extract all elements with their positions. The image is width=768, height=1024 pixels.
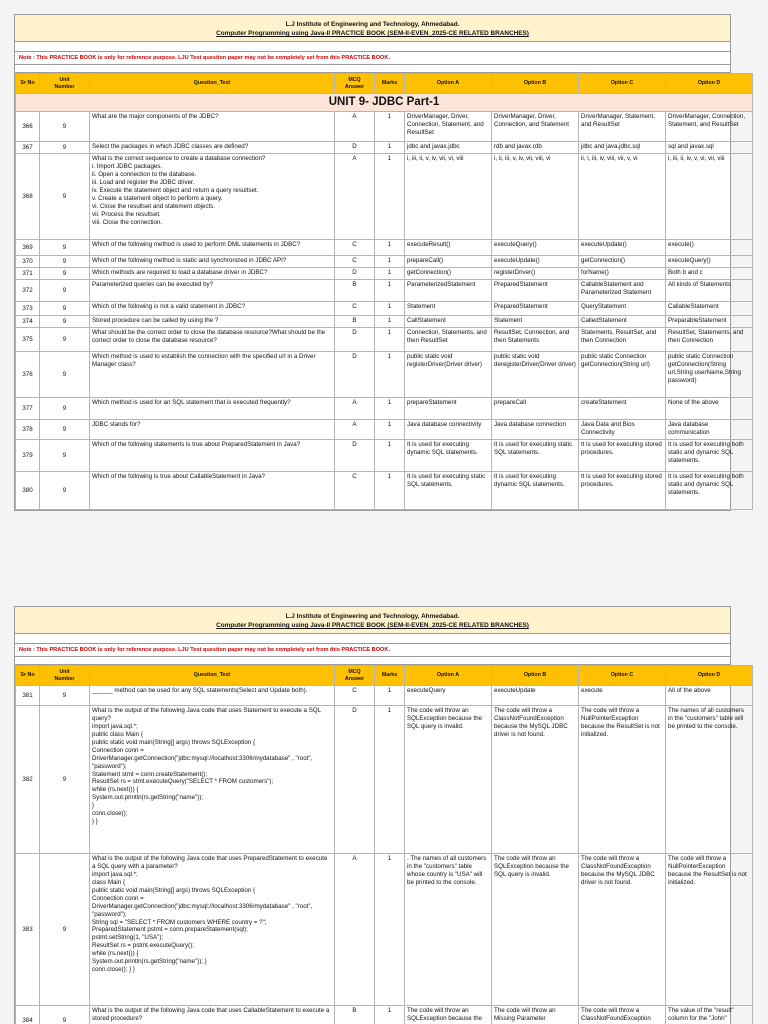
option-d-cell: Java database communication xyxy=(666,420,753,440)
question-text-cell: What are the major components of the JDBC? xyxy=(90,112,335,142)
sr-no-cell: 377 xyxy=(16,398,40,420)
unit-number-cell: 9 xyxy=(40,256,90,268)
question-row xyxy=(16,316,753,328)
question-table xyxy=(15,73,753,510)
option-d-cell: The names of all customers in the "customers" table will be printed to the console. xyxy=(666,706,753,854)
mcq-answer-cell: C xyxy=(335,302,375,316)
question-text-cell: Which of the following is not a valid statement in JDBC? xyxy=(90,302,335,316)
col-option-d: Option D xyxy=(666,74,753,94)
unit-number-cell: 9 xyxy=(40,316,90,328)
question-text-cell: Which of the following method is used to perform DML statements in JDBC? xyxy=(90,240,335,256)
mcq-answer-cell: A xyxy=(335,854,375,1006)
option-d-cell: The value of the "result" column for the "John" xyxy=(666,1006,753,1024)
sr-no-cell: 371 xyxy=(16,268,40,280)
option-a-cell: prepareStatement xyxy=(405,398,492,420)
marks-cell: 1 xyxy=(375,268,405,280)
option-c-cell: It is used for executing stored procedures. xyxy=(579,472,666,510)
sr-no-cell: 383 xyxy=(16,854,40,1006)
mcq-answer-cell: B xyxy=(335,1006,375,1024)
sr-no-cell: 373 xyxy=(16,302,40,316)
unit-number-cell: 9 xyxy=(40,302,90,316)
sr-no-cell: 381 xyxy=(16,686,40,706)
unit-number-cell: 9 xyxy=(40,398,90,420)
option-b-cell: executeUpdate() xyxy=(492,256,579,268)
option-b-cell: PreparedStatement xyxy=(492,302,579,316)
sr-no-cell: 367 xyxy=(16,142,40,154)
spacer xyxy=(15,657,730,665)
marks-cell: 1 xyxy=(375,240,405,256)
sr-no-cell: 380 xyxy=(16,472,40,510)
unit-title: UNIT 9- JDBC Part-1 xyxy=(16,94,753,112)
option-d-cell: All of the above xyxy=(666,686,753,706)
col-marks: Marks xyxy=(375,666,405,686)
option-d-cell: Both b and c xyxy=(666,268,753,280)
option-a-cell: executeResult() xyxy=(405,240,492,256)
course-title: Computer Programming using Java-II PRACTICE BOOK (SEM-II-EVEN_2025-CE RELATED BRANCHES) xyxy=(216,30,529,37)
option-a-cell: CallStatement xyxy=(405,316,492,328)
sr-no-cell: 384 xyxy=(16,1006,40,1024)
option-b-cell: PreparedStatement xyxy=(492,280,579,302)
option-c-cell: public static Connection getConnection(String url) xyxy=(579,352,666,398)
option-a-cell: The code will throw an SQLException because the SQL query is invalid. xyxy=(405,706,492,854)
question-text-cell: JDBC stands for? xyxy=(90,420,335,440)
col-option-c: Option C xyxy=(579,666,666,686)
unit-number-cell: 9 xyxy=(40,686,90,706)
option-a-cell: prepareCall() xyxy=(405,256,492,268)
practice-book-page-1 xyxy=(14,14,746,511)
option-c-cell: execute xyxy=(579,686,666,706)
option-c-cell: The code will throw a NullPointerException because the ResultSet is not initialized. xyxy=(579,706,666,854)
col-mcq-answer: MCQ Answer xyxy=(335,74,375,94)
mcq-answer-cell: A xyxy=(335,420,375,440)
option-a-cell: Statement xyxy=(405,302,492,316)
option-a-cell: It is used for executing static SQL statements. xyxy=(405,472,492,510)
option-b-cell: executeQuery() xyxy=(492,240,579,256)
marks-cell: 1 xyxy=(375,302,405,316)
marks-cell: 1 xyxy=(375,142,405,154)
col-mcq-answer: MCQ Answer xyxy=(335,666,375,686)
col-option-a: Option A xyxy=(405,666,492,686)
marks-cell: 1 xyxy=(375,854,405,1006)
option-a-cell: . The names of all customers in the "customers" table whose country is "USA" will be printed to the console. xyxy=(405,854,492,1006)
option-d-cell: ResultSet, Statements, and then Connection xyxy=(666,328,753,352)
option-b-cell: The code will throw an Missing Parameter xyxy=(492,1006,579,1024)
option-b-cell: It is used for executing dynamic SQL statements. xyxy=(492,472,579,510)
question-row xyxy=(16,154,753,240)
col-sr-no: Sr No xyxy=(16,666,40,686)
option-a-cell: executeQuery xyxy=(405,686,492,706)
option-a-cell: Java database connectivity xyxy=(405,420,492,440)
mcq-answer-cell: D xyxy=(335,268,375,280)
institute-title: L.J Institute of Engineering and Technology, Ahmedabad. xyxy=(285,613,460,620)
question-text-cell: What is the output of the following Java code that uses Statement to execute a SQL query? import java.sql.*; public class Main { public static void main(String[] args) throws SQLException { Connection conn = DriverManager.getConnection("jdbc:mysql://localhost:3306/mydatabase" , "root", "password"); Statement stmt = conn.createStatement(); ResultSet rs = stmt.executeQuery("SELECT * FROM customers"); while (rs.next()) { System.out.println(rs.getString("name")); } conn.close(); } } xyxy=(90,706,335,854)
sr-no-cell: 375 xyxy=(16,328,40,352)
option-d-cell: PreparableStatement xyxy=(666,316,753,328)
mcq-answer-cell: C xyxy=(335,240,375,256)
option-a-cell: Connection, Statements, and then ResultSet xyxy=(405,328,492,352)
institute-title: L.J Institute of Engineering and Technology, Ahmedabad. xyxy=(285,21,460,28)
option-c-cell: forName() xyxy=(579,268,666,280)
option-c-cell: ii, i, iii, iv, viii, vii, v, vi xyxy=(579,154,666,240)
mcq-answer-cell: D xyxy=(335,328,375,352)
mcq-answer-cell: B xyxy=(335,280,375,302)
option-b-cell: public static void deregisterDriver(Driver driver) xyxy=(492,352,579,398)
option-b-cell: registerDriver() xyxy=(492,268,579,280)
spacer xyxy=(15,42,730,52)
option-b-cell: prepareCall xyxy=(492,398,579,420)
spacer xyxy=(15,65,730,73)
mcq-answer-cell: A xyxy=(335,154,375,240)
marks-cell: 1 xyxy=(375,420,405,440)
question-text-cell: Which of the following method is static and synchronized in JDBC API? xyxy=(90,256,335,268)
option-d-cell: i, iii, ii, iv, v, vi, vii, viii xyxy=(666,154,753,240)
question-row xyxy=(16,854,753,1006)
col-question-text: Question_Text xyxy=(90,666,335,686)
unit-number-cell: 9 xyxy=(40,472,90,510)
marks-cell: 1 xyxy=(375,328,405,352)
option-c-cell: It is used for executing stored procedures. xyxy=(579,440,666,472)
question-row xyxy=(16,706,753,854)
option-d-cell: execute() xyxy=(666,240,753,256)
mcq-answer-cell: D xyxy=(335,142,375,154)
option-b-cell: rdb and javax.rdb xyxy=(492,142,579,154)
option-d-cell: executeQuery() xyxy=(666,256,753,268)
question-text-cell: Which method is used for an SQL statement that is executed frequently? xyxy=(90,398,335,420)
option-c-cell: executeUpdate() xyxy=(579,240,666,256)
marks-cell: 1 xyxy=(375,686,405,706)
option-a-cell: i, iii, ii, v, iv, vii, vi, viii xyxy=(405,154,492,240)
question-text-cell: Parameterized queries can be executed by? xyxy=(90,280,335,302)
question-row xyxy=(16,142,753,154)
option-c-cell: createStatement xyxy=(579,398,666,420)
mcq-answer-cell: A xyxy=(335,112,375,142)
option-c-cell: Java Data and Bios Connectivity xyxy=(579,420,666,440)
page-header xyxy=(15,607,730,634)
marks-cell: 1 xyxy=(375,352,405,398)
option-c-cell: The code will throw a ClassNotFoundException xyxy=(579,1006,666,1024)
option-a-cell: DriverManager, Driver, Connection, Statement, and ResultSet xyxy=(405,112,492,142)
col-option-c: Option C xyxy=(579,74,666,94)
option-b-cell: ResultSet, Connection, and then Statements xyxy=(492,328,579,352)
sr-no-cell: 372 xyxy=(16,280,40,302)
question-text-cell: What is the output of the following Java code that uses PreparedStatement to execute a SQL query with a parameter? import java.sql.*; class Main { public static void main(String[] args) throws SQLException { Connection conn = DriverManager.getConnection("jdbc:mysql://localhost:3306/mydatabase" , "root", "password"); String sql = "SELECT * FROM customers WHERE country = ?"; PreparedStatement pstmt = conn.prepareStatement(sql); pstmt.setString(1, "USA"); ResultSet rs = pstmt.executeQuery(); while (rs.next()) { System.out.println(rs.getString("name")); } conn.close(); } } xyxy=(90,854,335,1006)
col-option-b: Option B xyxy=(492,74,579,94)
marks-cell: 1 xyxy=(375,706,405,854)
option-c-cell: CalledStatement xyxy=(579,316,666,328)
sr-no-cell: 376 xyxy=(16,352,40,398)
question-row xyxy=(16,352,753,398)
course-title: Computer Programming using Java-II PRACTICE BOOK (SEM-II-EVEN_2025-CE RELATED BRANCHES) xyxy=(216,622,529,629)
question-text-cell: ______ method can be used for any SQL statements(Select and Update both). xyxy=(90,686,335,706)
page-header xyxy=(15,15,730,42)
sr-no-cell: 374 xyxy=(16,316,40,328)
question-text-cell: What is the correct sequence to create a database connection? i. Import JDBC packages. ii. Open a connection to the database. iii. Load and register the JDBC driver. iv. Execute the statement object and return a query resultset. v. Create a statement object to perform a query. vi. Close the resultset and statement objects. vii. Process the resultset. viii. Close the connection. xyxy=(90,154,335,240)
option-d-cell: CallableStatement xyxy=(666,302,753,316)
option-b-cell: executeUpdate xyxy=(492,686,579,706)
unit-number-cell: 9 xyxy=(40,1006,90,1024)
marks-cell: 1 xyxy=(375,154,405,240)
col-sr-no: Sr No xyxy=(16,74,40,94)
option-d-cell: It is used for executing both static and dynamic SQL statements. xyxy=(666,472,753,510)
marks-cell: 1 xyxy=(375,256,405,268)
question-text-cell: Which of the following is true about CallableStatement in Java? xyxy=(90,472,335,510)
unit-number-cell: 9 xyxy=(40,328,90,352)
option-b-cell: Java database connection xyxy=(492,420,579,440)
column-header-row xyxy=(16,666,753,686)
question-text-cell: What is the output of the following Java code that uses CallableStatement to execute a stored procedure? xyxy=(90,1006,335,1024)
option-d-cell: It is used for executing both static and dynamic SQL statements. xyxy=(666,440,753,472)
col-unit-number: Unit Number xyxy=(40,666,90,686)
option-c-cell: DriverManager, Statement, and ResultSet xyxy=(579,112,666,142)
question-text-cell: Stored procedure can be called by using the ? xyxy=(90,316,335,328)
option-c-cell: The code will throw a ClassNotFoundException because the MySQL JDBC driver is not found. xyxy=(579,854,666,1006)
mcq-answer-cell: B xyxy=(335,316,375,328)
unit-number-cell: 9 xyxy=(40,280,90,302)
mcq-answer-cell: D xyxy=(335,352,375,398)
option-d-cell: sql and javax.sql xyxy=(666,142,753,154)
question-row xyxy=(16,1006,753,1024)
col-question-text: Question_Text xyxy=(90,74,335,94)
marks-cell: 1 xyxy=(375,398,405,420)
mcq-answer-cell: C xyxy=(335,256,375,268)
question-row xyxy=(16,112,753,142)
option-a-cell: getConnection() xyxy=(405,268,492,280)
unit-number-cell: 9 xyxy=(40,142,90,154)
unit-number-cell: 9 xyxy=(40,420,90,440)
marks-cell: 1 xyxy=(375,112,405,142)
option-a-cell: public static void registerDriver(Driver driver) xyxy=(405,352,492,398)
unit-title-row xyxy=(16,94,753,112)
question-row xyxy=(16,302,753,316)
option-d-cell: public static Connection getConnection(String url,String userName,String password) xyxy=(666,352,753,398)
option-a-cell: jdbc and javax.jdbc xyxy=(405,142,492,154)
question-table xyxy=(15,665,753,1024)
unit-number-cell: 9 xyxy=(40,440,90,472)
sr-no-cell: 368 xyxy=(16,154,40,240)
option-a-cell: It is used for executing dynamic SQL statements. xyxy=(405,440,492,472)
option-d-cell: The code will throw a NullPointerException because the ResultSet is not initialized. xyxy=(666,854,753,1006)
question-row xyxy=(16,280,753,302)
question-row xyxy=(16,686,753,706)
option-b-cell: Statement xyxy=(492,316,579,328)
option-d-cell: All kinds of Statements xyxy=(666,280,753,302)
option-c-cell: jdbc and java.jdbc.sql xyxy=(579,142,666,154)
unit-number-cell: 9 xyxy=(40,154,90,240)
reference-note: Note : This PRACTICE BOOK is only for reference purpose. LJU Test question paper may not be completely set from this PRACTICE BOOK. xyxy=(15,52,730,65)
option-b-cell: The code will throw an SQLException because the SQL query is invalid. xyxy=(492,854,579,1006)
sr-no-cell: 382 xyxy=(16,706,40,854)
mcq-answer-cell: A xyxy=(335,398,375,420)
col-option-b: Option B xyxy=(492,666,579,686)
question-text-cell: Select the packages in which JDBC classes are defined? xyxy=(90,142,335,154)
option-b-cell: The code will throw a ClassNotFoundException because the MySQL JDBC driver is not found. xyxy=(492,706,579,854)
option-b-cell: It is used for executing static SQL statements. xyxy=(492,440,579,472)
unit-number-cell: 9 xyxy=(40,268,90,280)
col-marks: Marks xyxy=(375,74,405,94)
option-d-cell: None of the above xyxy=(666,398,753,420)
sr-no-cell: 378 xyxy=(16,420,40,440)
mcq-answer-cell: C xyxy=(335,686,375,706)
sr-no-cell: 370 xyxy=(16,256,40,268)
option-b-cell: i, ii, iii, v, iv, vii, viii, vi xyxy=(492,154,579,240)
question-row xyxy=(16,440,753,472)
col-option-d: Option D xyxy=(666,666,753,686)
mcq-answer-cell: D xyxy=(335,706,375,854)
marks-cell: 1 xyxy=(375,440,405,472)
practice-book-page-2 xyxy=(14,606,747,1024)
option-a-cell: ParameterizedStatement xyxy=(405,280,492,302)
unit-number-cell: 9 xyxy=(40,112,90,142)
reference-note: Note : This PRACTICE BOOK is only for reference purpose. LJU Test question paper may not be completely set from this PRACTICE BOOK. xyxy=(15,644,730,657)
question-text-cell: Which method is used to establish the connection with the specified url in a Driver Manager class? xyxy=(90,352,335,398)
question-row xyxy=(16,256,753,268)
unit-number-cell: 9 xyxy=(40,240,90,256)
sr-no-cell: 366 xyxy=(16,112,40,142)
marks-cell: 1 xyxy=(375,1006,405,1024)
option-c-cell: Statements, ResultSet, and then Connection xyxy=(579,328,666,352)
question-text-cell: Which of the following statements is true about PreparedStatement in Java? xyxy=(90,440,335,472)
question-row xyxy=(16,472,753,510)
col-option-a: Option A xyxy=(405,74,492,94)
question-row xyxy=(16,420,753,440)
marks-cell: 1 xyxy=(375,316,405,328)
marks-cell: 1 xyxy=(375,280,405,302)
option-d-cell: DriverManager, Connection, Statement, and ResultSet xyxy=(666,112,753,142)
sr-no-cell: 379 xyxy=(16,440,40,472)
option-c-cell: getConnection() xyxy=(579,256,666,268)
option-c-cell: QueryStatement xyxy=(579,302,666,316)
question-row xyxy=(16,328,753,352)
unit-number-cell: 9 xyxy=(40,352,90,398)
sr-no-cell: 369 xyxy=(16,240,40,256)
unit-number-cell: 9 xyxy=(40,706,90,854)
spacer xyxy=(15,634,730,644)
question-text-cell: What should be the correct order to close the database resource?What should be the correct order to close the database resource? xyxy=(90,328,335,352)
col-unit-number: Unit Number xyxy=(40,74,90,94)
option-c-cell: CallableStatement and Parameterized Statement xyxy=(579,280,666,302)
option-b-cell: DriverManager, Driver, Connection, and Statement xyxy=(492,112,579,142)
question-text-cell: Which methods are required to load a database driver in JDBC? xyxy=(90,268,335,280)
mcq-answer-cell: C xyxy=(335,472,375,510)
unit-number-cell: 9 xyxy=(40,854,90,1006)
marks-cell: 1 xyxy=(375,472,405,510)
option-a-cell: The code will throw an SQLException because the xyxy=(405,1006,492,1024)
question-row xyxy=(16,398,753,420)
column-header-row xyxy=(16,74,753,94)
mcq-answer-cell: D xyxy=(335,440,375,472)
question-row xyxy=(16,240,753,256)
question-row xyxy=(16,268,753,280)
